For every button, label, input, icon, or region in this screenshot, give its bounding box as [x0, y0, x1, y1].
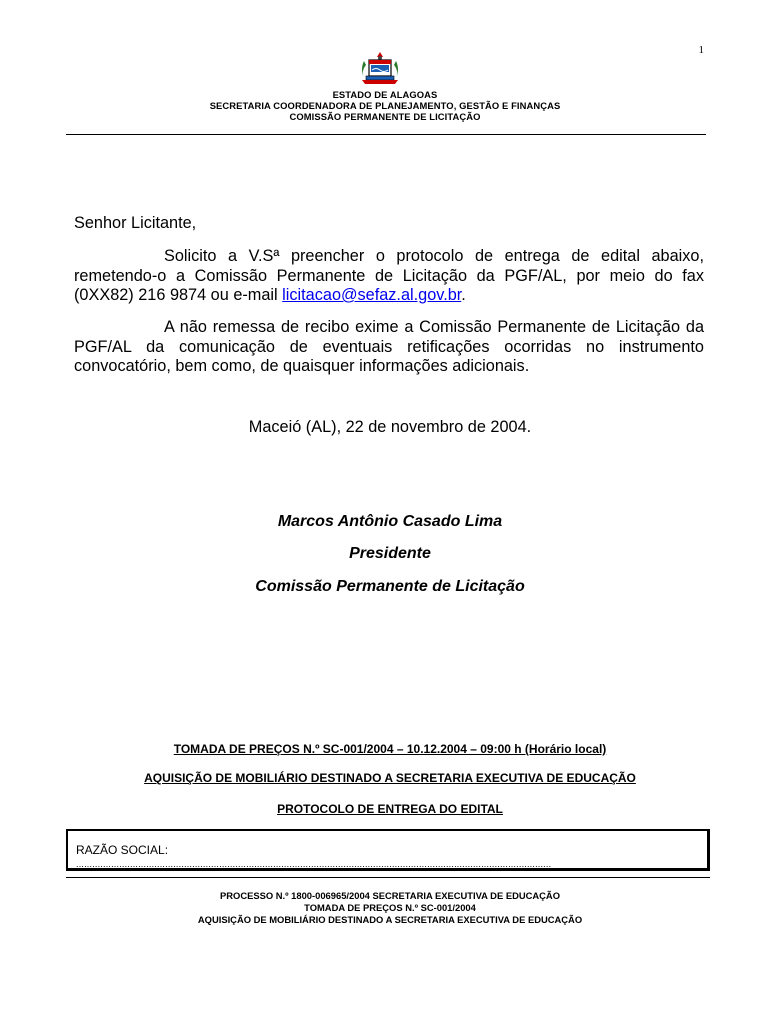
footer-processo: PROCESSO N.º 1800-006965/2004 SECRETARIA EXECUTIVA DE EDUCAÇÃO	[220, 890, 560, 901]
paragraph-notice: A não remessa de recibo exime a Comissão Permanente de Licitação da PGF/AL da comunicação de eventuais retificações ocorridas no instrumento convocatório, bem como, de quaisquer informações adicionais.	[74, 318, 704, 375]
page-number: 1	[698, 44, 704, 56]
aquisicao-line: AQUISIÇÃO DE MOBILIÁRIO DESTINADO A SECRETARIA EXECUTIVA DE EDUCAÇÃO	[144, 771, 636, 785]
signature-body: Comissão Permanente de Licitação	[255, 578, 525, 595]
footer-tomada: TOMADA DE PREÇOS N.º SC-001/2004	[304, 902, 476, 913]
signature-name: Marcos Antônio Casado Lima	[277, 513, 503, 530]
razao-social-box	[66, 829, 710, 871]
paragraph-request	[74, 247, 704, 306]
tomada-de-precos: TOMADA DE PREÇOS N.º SC-001/2004 – 10.12.2004 – 09:00 h (Horário local)	[173, 742, 607, 756]
protocol-title: PROTOCOLO DE ENTREGA DO EDITAL	[277, 802, 503, 816]
email-link[interactable]: licitacao@sefaz.al.gov.br	[282, 286, 462, 304]
header-state: ESTADO DE ALAGOAS	[332, 89, 438, 100]
footer-aquisicao: AQUISIÇÃO DE MOBILIÁRIO DESTINADO A SECRETARIA EXECUTIVA DE EDUCAÇÃO	[197, 914, 583, 925]
header-secretaria: SECRETARIA COORDENADORA DE PLANEJAMENTO, GESTÃO E FINANÇAS	[209, 100, 561, 111]
signature-role: Presidente	[349, 545, 431, 562]
header-divider	[66, 134, 706, 135]
footer-divider	[66, 877, 710, 878]
state-coat-of-arms-icon	[358, 51, 402, 85]
razao-social-field[interactable]: ................................................................................................................................................................................	[76, 859, 552, 869]
header-comissao: COMISSÃO PERMANENTE DE LICITAÇÃO	[289, 111, 481, 122]
razao-social-label: RAZÃO SOCIAL:	[76, 843, 169, 857]
paragraph-request-end: .	[461, 286, 466, 304]
date-line: Maceió (AL), 22 de novembro de 2004.	[248, 418, 532, 436]
paragraph-request-text: Solicito a V.Sª preencher o protocolo de entrega de edital abaixo, remetendo-o a Comissão Permanente de Licitação da PGF/AL, por meio do fax (0XX82) 216 9874 ou e-mail	[74, 247, 704, 304]
salutation: Senhor Licitante,	[74, 214, 197, 232]
